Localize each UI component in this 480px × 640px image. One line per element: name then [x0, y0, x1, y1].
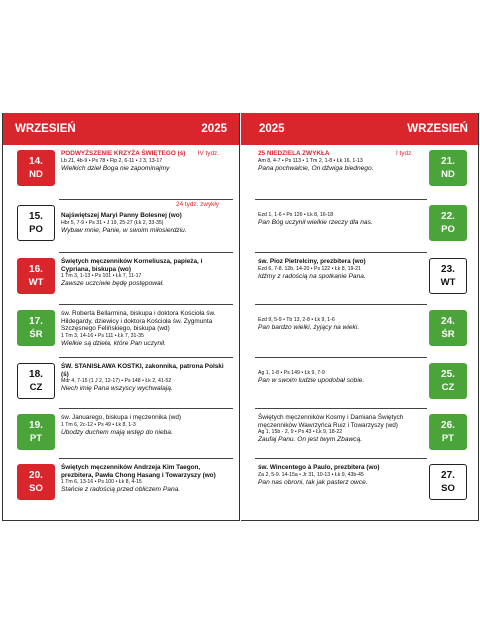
day-number: 22. [441, 211, 455, 222]
day-number: 26. [441, 420, 455, 431]
day-number: 18. [29, 369, 43, 380]
day-text [258, 317, 424, 332]
readings-reference: Ezd 1, 1-6 • Ps 126 • Łk 8, 16-18 [258, 212, 334, 218]
day-text [61, 310, 233, 347]
daily-quote: Ubodzy duchem mają wstęp do nieba. [61, 428, 173, 436]
day-abbreviation: ŚR [29, 329, 43, 340]
readings-reference: Mdr 4, 7-15 (1 J 2, 12-17) • Ps 148 • Łk 2, 41-52 [61, 378, 172, 385]
day-number: 19. [29, 420, 43, 431]
day-box [429, 414, 467, 450]
day-entry [3, 463, 239, 509]
readings-reference: Hbr 5, 7-9 • Ps 31 • J 19, 25-27 (Łk 2, 33-35) [61, 219, 164, 226]
day-entry [3, 201, 239, 250]
day-text [61, 464, 233, 494]
day-text [258, 258, 424, 280]
day-number: 20. [29, 470, 43, 481]
day-number: 21. [441, 156, 455, 167]
day-text [258, 150, 424, 172]
right-page-header [241, 113, 478, 145]
day-text [61, 258, 233, 288]
readings-reference: 1 Tm 6, 2c-12 • Ps 49 • Łk 8, 1-3 [61, 421, 136, 428]
week-label: IV tydz. [197, 150, 219, 157]
day-box [429, 258, 467, 294]
week-label: 24 tydz. zwykły [176, 201, 219, 208]
day-abbreviation: CZ [441, 382, 455, 393]
divider-line [59, 199, 233, 200]
day-entry [3, 413, 239, 459]
saint-title: św. Wincentego à Paulo, prezbitera (wo) [258, 464, 380, 471]
day-number: 14. [29, 156, 43, 167]
day-number: 25. [441, 369, 455, 380]
day-abbreviation: PO [29, 224, 43, 235]
divider-line [255, 357, 427, 358]
daily-quote: Pan w swoim ludzie upodobał sobie. [258, 377, 365, 384]
day-abbreviation: PT [441, 433, 455, 444]
day-box [17, 150, 55, 186]
day-number: 23. [441, 264, 455, 275]
readings-reference: Lb 21, 4b-9 • Ps 78 • Flp 2, 6-11 • J 3, 13-17 [61, 157, 163, 164]
day-entry [3, 309, 239, 355]
divider-line [59, 304, 233, 305]
readings-reference: Za 2, 5-9. 14-15a • Jr 31, 10-13 • Łk 9, 43b-45 [258, 471, 364, 478]
divider-line [59, 252, 233, 253]
year-label: 2025 [201, 123, 227, 135]
day-abbreviation: WT [28, 277, 44, 288]
divider-line [255, 199, 427, 200]
day-text [61, 212, 233, 234]
day-entry [241, 257, 478, 303]
readings-reference: Ezd 6, 7-8. 12b. 14-20 • Ps 122 • Łk 8, 19-21 [258, 265, 361, 272]
saint-title: św. Pioz Pietrelciny, prezbitera (wo) [258, 258, 366, 265]
saint-title: ŚW. STANISŁAWA KOSTKI, zakonnika, patrona Polski (ś) [61, 363, 224, 378]
day-box [17, 258, 55, 294]
saint-title: Najświętszej Maryi Panny Bolesnej (wo) [61, 212, 182, 219]
saint-title: św. Januarego, biskupa i męczennika (wd) [61, 414, 182, 421]
saint-title: PODWYŻSZENIE KRZYŻA ŚWIĘTEGO (ś) [61, 150, 186, 157]
day-entry [241, 413, 478, 459]
day-abbreviation: ND [29, 169, 43, 180]
day-entry [3, 362, 239, 408]
day-number: 17. [29, 316, 43, 327]
day-entry [241, 204, 478, 250]
right-page [241, 113, 479, 521]
day-entry [241, 309, 478, 355]
daily-quote: Wielkich dzieł Boga nie zapominajmy [61, 164, 170, 172]
day-box [17, 310, 55, 346]
daily-quote: Pan bardzo wielki, żyjący na wieki. [258, 324, 360, 331]
day-abbreviation: PT [29, 433, 43, 444]
readings-reference: 1 Tm 3, 14-16 • Ps 111 • Łk 7, 31-35 [61, 332, 144, 339]
saint-title: Świętych męczenników Kosmy i Damiana Świętych męczenników Wawrzyńca Ruiz i Towarzyszy (wd) [258, 414, 404, 429]
divider-line [255, 304, 427, 305]
day-text [258, 414, 424, 444]
day-entry [241, 149, 478, 195]
day-entry [3, 257, 239, 303]
divider-line [255, 458, 427, 459]
divider-line [59, 408, 233, 409]
day-box [17, 363, 55, 399]
saint-title: Świętych męczenników Andrzeja Kim Taegon, prezbitera, Pawła Chong Hasang i Towarzyszy (wo) [61, 464, 216, 479]
daily-quote: Pan Bóg uczynił wielkie rzeczy dla nas. [258, 219, 373, 226]
day-box [429, 464, 467, 500]
day-text [61, 363, 233, 393]
day-abbreviation: CZ [29, 382, 43, 393]
day-number: 24. [441, 316, 455, 327]
readings-reference: Ag 1, 1-8 • Ps 149 • Łk 9, 7-9 [258, 370, 325, 376]
day-abbreviation: WT [440, 277, 456, 288]
daily-quote: Zawsze uczciwie będę postępował. [61, 280, 164, 288]
day-abbreviation: ND [441, 169, 455, 180]
day-box [17, 205, 55, 241]
day-text [258, 212, 424, 227]
day-box [429, 205, 467, 241]
day-number: 15. [29, 211, 43, 222]
daily-quote: Pan nas obroni, tak jak pasterz owce. [258, 478, 368, 486]
divider-line [255, 408, 427, 409]
daily-quote: Stańcie z radością przed obliczem Pana. [61, 486, 181, 494]
daily-quote: Wybaw mnie, Panie, w swoim miłosierdziu. [61, 226, 187, 234]
month-label: WRZESIEŃ [407, 123, 468, 135]
day-entry [3, 149, 239, 195]
day-box [429, 363, 467, 399]
day-number: 27. [441, 470, 455, 481]
month-label: WRZESIEŃ [15, 123, 76, 135]
day-box [429, 310, 467, 346]
day-box [17, 414, 55, 450]
day-abbreviation: SO [441, 483, 455, 494]
readings-reference: Ezd 9, 5-9 • Tb 13, 2-8 • Łk 9, 1-6 [258, 317, 335, 323]
readings-reference: Ag 1, 15b - 2, 9 • Ps 43 • Łk 9, 18-22 [258, 429, 343, 436]
daily-quote: Wielkie są dzieła, które Pan uczynił. [61, 339, 166, 347]
left-page [2, 113, 240, 521]
week-label: I tydz. [396, 150, 414, 157]
day-abbreviation: PO [441, 224, 455, 235]
day-text [61, 414, 233, 436]
day-text [61, 150, 233, 172]
year-label: 2025 [259, 123, 285, 135]
day-text [258, 464, 424, 486]
day-entry [241, 463, 478, 509]
readings-reference: 1 Tm 6, 13-16 • Ps 100 • Łk 8, 4-15 [61, 479, 142, 486]
daily-quote: Pana pochwalcie, On dźwiga biednego. [258, 164, 374, 172]
day-abbreviation: ŚR [441, 329, 455, 340]
divider-line [59, 458, 233, 459]
saint-title: Świętych męczenników Korneliusza, papieża, i Cypriana, biskupa (wo) [61, 258, 203, 273]
daily-quote: Idźmy z radością na spotkanie Pana. [258, 272, 366, 280]
readings-reference: 1 Tm 3, 1-13 • Ps 101 • Łk 7, 11-17 [61, 273, 142, 280]
day-entry [241, 362, 478, 408]
daily-quote: Niech imię Pana wszyscy wychwalają. [61, 385, 173, 393]
saint-title: św. Roberta Bellarmina, biskupa i doktora Kościoła św. Hildegardy, dziewicy i doktora Kościoła św. Zygmunta Szczęsnego Felińskiego, biskupa (wd) [61, 310, 216, 333]
day-text [258, 370, 424, 385]
saint-title: 25 NIEDZIELA ZWYKŁA [258, 150, 330, 157]
day-box [429, 150, 467, 186]
left-page-header [3, 113, 239, 145]
day-abbreviation: SO [29, 483, 43, 494]
day-number: 16. [29, 264, 43, 275]
day-box [17, 464, 55, 500]
daily-quote: Zaufaj Panu. On jest twym Zbawcą. [258, 436, 363, 444]
readings-reference: Am 8, 4-7 • Ps 113 • 1 Tm 2, 1-8 • Łk 16, 1-13 [258, 157, 363, 164]
divider-line [255, 252, 427, 253]
divider-line [59, 357, 233, 358]
